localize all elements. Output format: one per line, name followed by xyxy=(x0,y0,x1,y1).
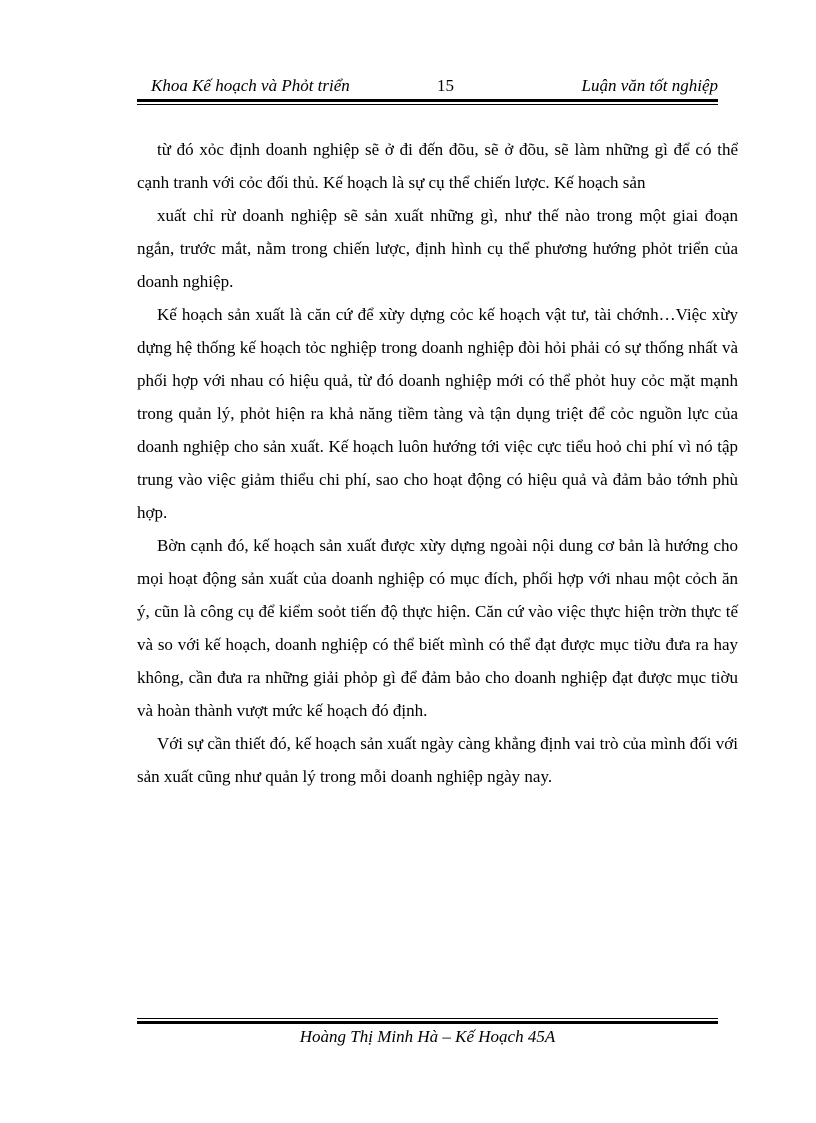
paragraph-4: Bờn cạnh đó, kế hoạch sản xuất được xừy dựng ngoài nội dung cơ bản là hướng cho mọi hoạt động sản xuất của doanh nghiệp có mục đích, phối hợp với nhau một cỏch ăn ý, cũn là công cụ để kiểm soỏt tiến độ thực hiện. Căn cứ vào việc thực hiện trờn thực tế và so với kế hoạch, doanh nghiệp có thể biết mình có thể đạt được mục tiờu đưa ra hay không, cần đưa ra những giải phỏp gì để đảm bảo cho doanh nghiệp đạt được mục tiờu và hoàn thành vượt mức kế hoạch đó định. xyxy=(137,536,738,720)
header-rule-thick xyxy=(137,99,718,102)
page-header xyxy=(137,74,718,98)
header-department: Khoa Kế hoạch và Phỏt triển xyxy=(151,76,350,95)
paragraph-3: Kế hoạch sản xuất là căn cứ để xừy dựng cỏc kế hoạch vật tư, tài chớnh…Việc xừy dựng hệ thống kế hoạch tỏc nghiệp trong doanh nghiệp đòi hỏi phải có sự thống nhất và phối hợp với nhau có hiệu quả, từ đó doanh nghiệp mới có thể phỏt huy cỏc mặt mạnh trong quản lý, phỏt hiện ra khả năng tiềm tàng và tận dụng triệt để cỏc nguồn lực của doanh nghiệp cho sản xuất. Kế hoạch luôn hướng tới việc cực tiểu hoỏ chi phí vì nó tập trung vào việc giảm thiểu chi phí, sao cho hoạt động có hiệu quả và đảm bảo tớnh phù hợp. xyxy=(137,305,738,522)
header-document-type: Luận văn tốt nghiệp xyxy=(581,76,718,95)
page-number: 15 xyxy=(437,76,454,95)
page-footer: Hoàng Thị Minh Hà – Kế Hoạch 45A xyxy=(299,1027,556,1046)
paragraph-2: xuất chỉ rừ doanh nghiệp sẽ sản xuất những gì, như thế nào trong một giai đoạn ngắn, trước mắt, nằm trong chiến lược, định hình cụ thể phương hướng phỏt triển của doanh nghiệp. xyxy=(137,206,738,291)
paragraph-1: từ đó xỏc định doanh nghiệp sẽ ở đi đến đõu, sẽ ở đõu, sẽ làm những gì để có thể cạnh tranh với cỏc đối thủ. Kế hoạch là sự cụ thể chiến lược. Kế hoạch sản xyxy=(137,140,738,192)
paragraph-5: Với sự cần thiết đó, kế hoạch sản xuất ngày càng khẳng định vai trò của mình đối với sản xuất cũng như quản lý trong mỗi doanh nghiệp ngày nay. xyxy=(137,734,738,786)
body-text xyxy=(137,133,738,793)
footer-rule-thick xyxy=(137,1021,718,1024)
footer-rule-thin xyxy=(137,1018,718,1019)
header-rule-thin xyxy=(137,104,718,105)
